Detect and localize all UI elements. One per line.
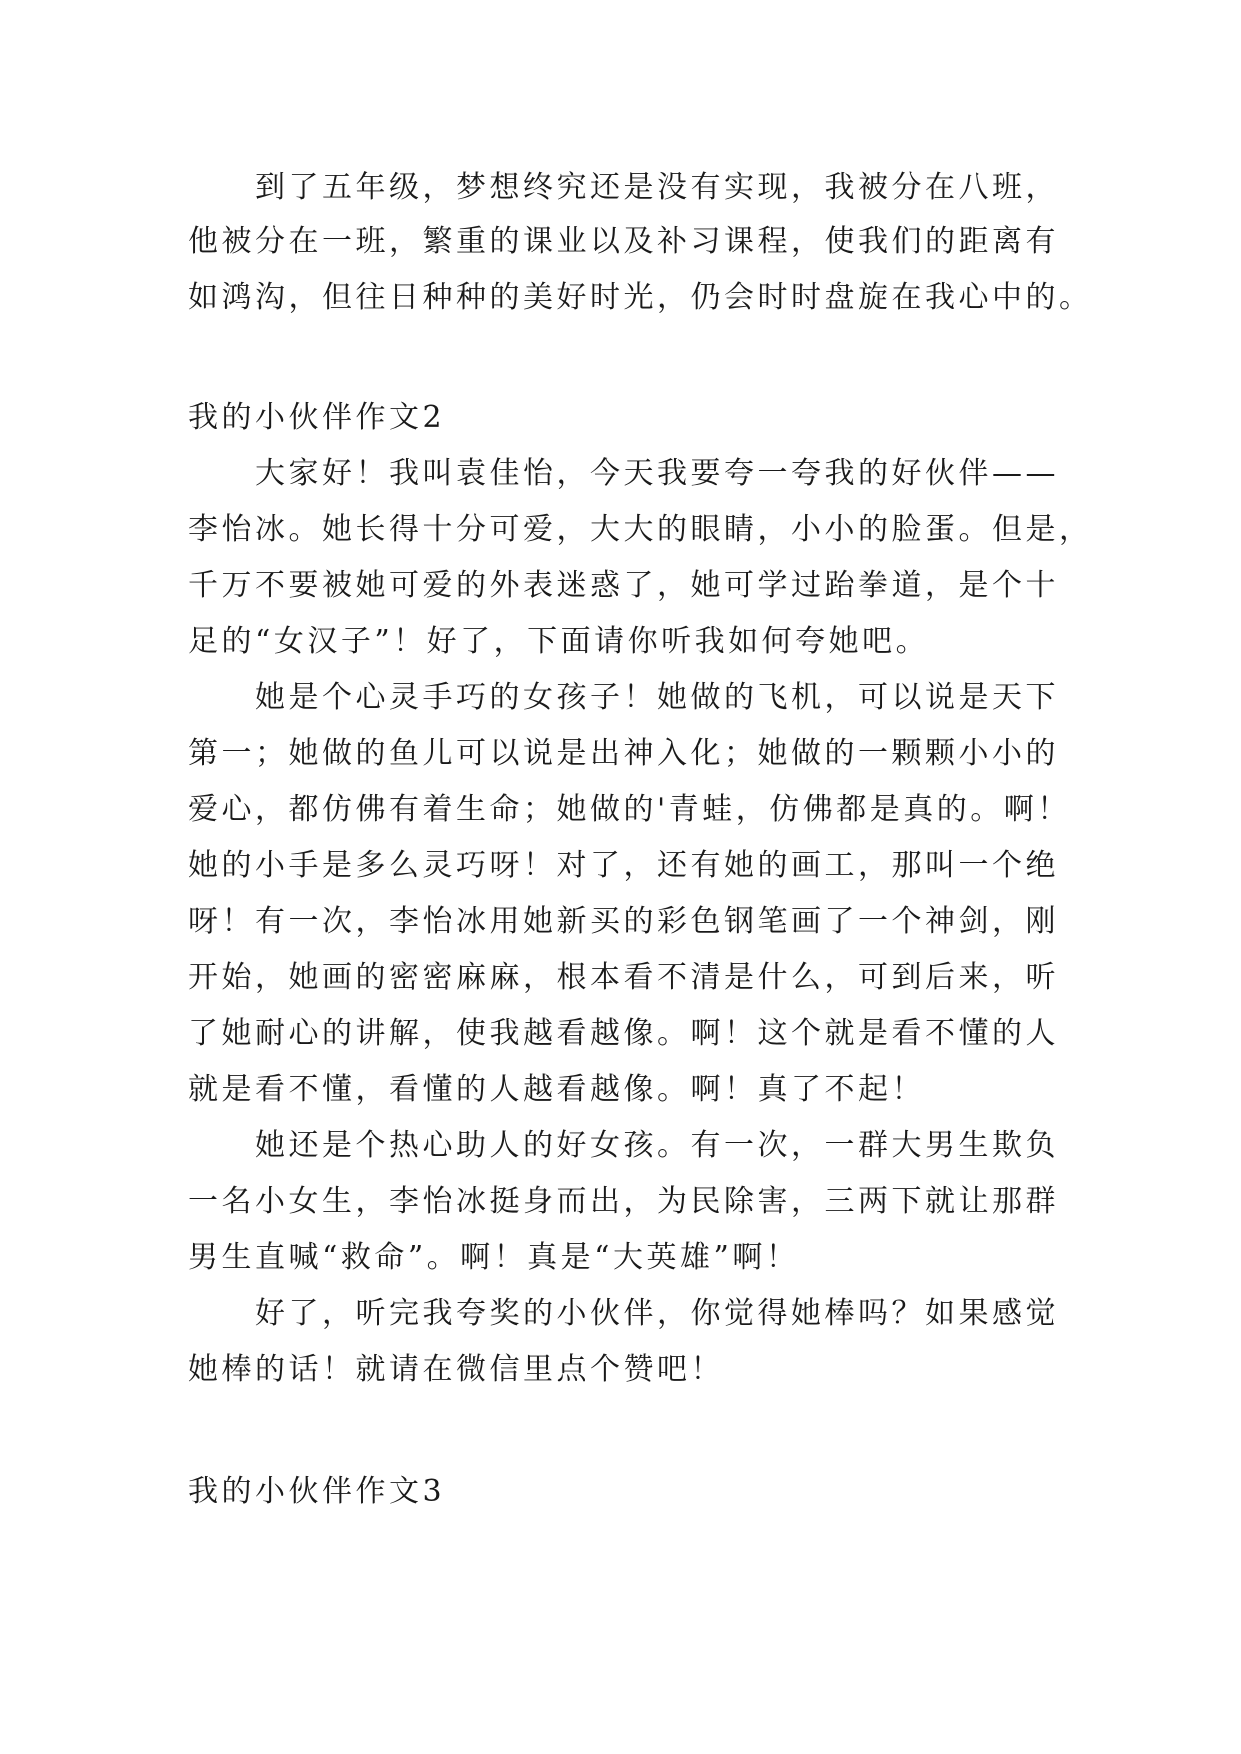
paragraph-line: 呀！有一次，李怡冰用她新买的彩色钢笔画了一个神剑，刚 xyxy=(188,904,1059,939)
paragraph-line: 开始，她画的密密麻麻，根本看不清是什么，可到后来，听 xyxy=(188,960,1059,995)
paragraph-line: 足的“女汉子”！好了，下面请你听我如何夸她吧。 xyxy=(188,624,930,659)
paragraph-line: 第一；她做的鱼儿可以说是出神入化；她做的一颗颗小小的 xyxy=(188,736,1059,771)
paragraph-line: 李怡冰。她长得十分可爱，大大的眼睛，小小的脸蛋。但是， xyxy=(188,512,1093,547)
paragraph-line: 了她耐心的讲解，使我越看越像。啊！这个就是看不懂的人 xyxy=(188,1016,1059,1051)
paragraph-line: 她是个心灵手巧的女孩子！她做的飞机，可以说是天下 xyxy=(255,680,1059,715)
paragraph-line: 男生直喊“救命”。啊！真是“大英雄”啊！ xyxy=(188,1240,800,1275)
paragraph-line: 到了五年级，梦想终究还是没有实现，我被分在八班， xyxy=(255,170,1059,205)
paragraph-line: 她的小手是多么灵巧呀！对了，还有她的画工，那叫一个绝 xyxy=(188,848,1059,883)
paragraph-line: 大家好！我叫袁佳怡，今天我要夸一夸我的好伙伴—— xyxy=(255,456,1059,491)
paragraph-line: 如鸿沟，但往日种种的美好时光，仍会时时盘旋在我心中的。 xyxy=(188,280,1093,315)
paragraph-line: 爱心，都仿佛有着生命；她做的'青蛙，仿佛都是真的。啊！ xyxy=(188,792,1071,827)
paragraph-line: 千万不要被她可爱的外表迷惑了，她可学过跆拳道，是个十 xyxy=(188,568,1059,603)
paragraph-line: 她棒的话！就请在微信里点个赞吧！ xyxy=(188,1352,724,1387)
paragraph-line: 她还是个热心助人的好女孩。有一次，一群大男生欺负 xyxy=(255,1128,1059,1163)
paragraph-line: 他被分在一班，繁重的课业以及补习课程，使我们的距离有 xyxy=(188,224,1059,259)
paragraph-line: 一名小女生，李怡冰挺身而出，为民除害，三两下就让那群 xyxy=(188,1184,1059,1219)
paragraph-line: 好了，听完我夸奖的小伙伴，你觉得她棒吗？如果感觉 xyxy=(255,1296,1059,1331)
essay-heading-3: 我的小伙伴作文3 xyxy=(188,1474,446,1509)
essay-heading-2: 我的小伙伴作文2 xyxy=(188,400,446,435)
paragraph-line: 就是看不懂，看懂的人越看越像。啊！真了不起！ xyxy=(188,1072,925,1107)
